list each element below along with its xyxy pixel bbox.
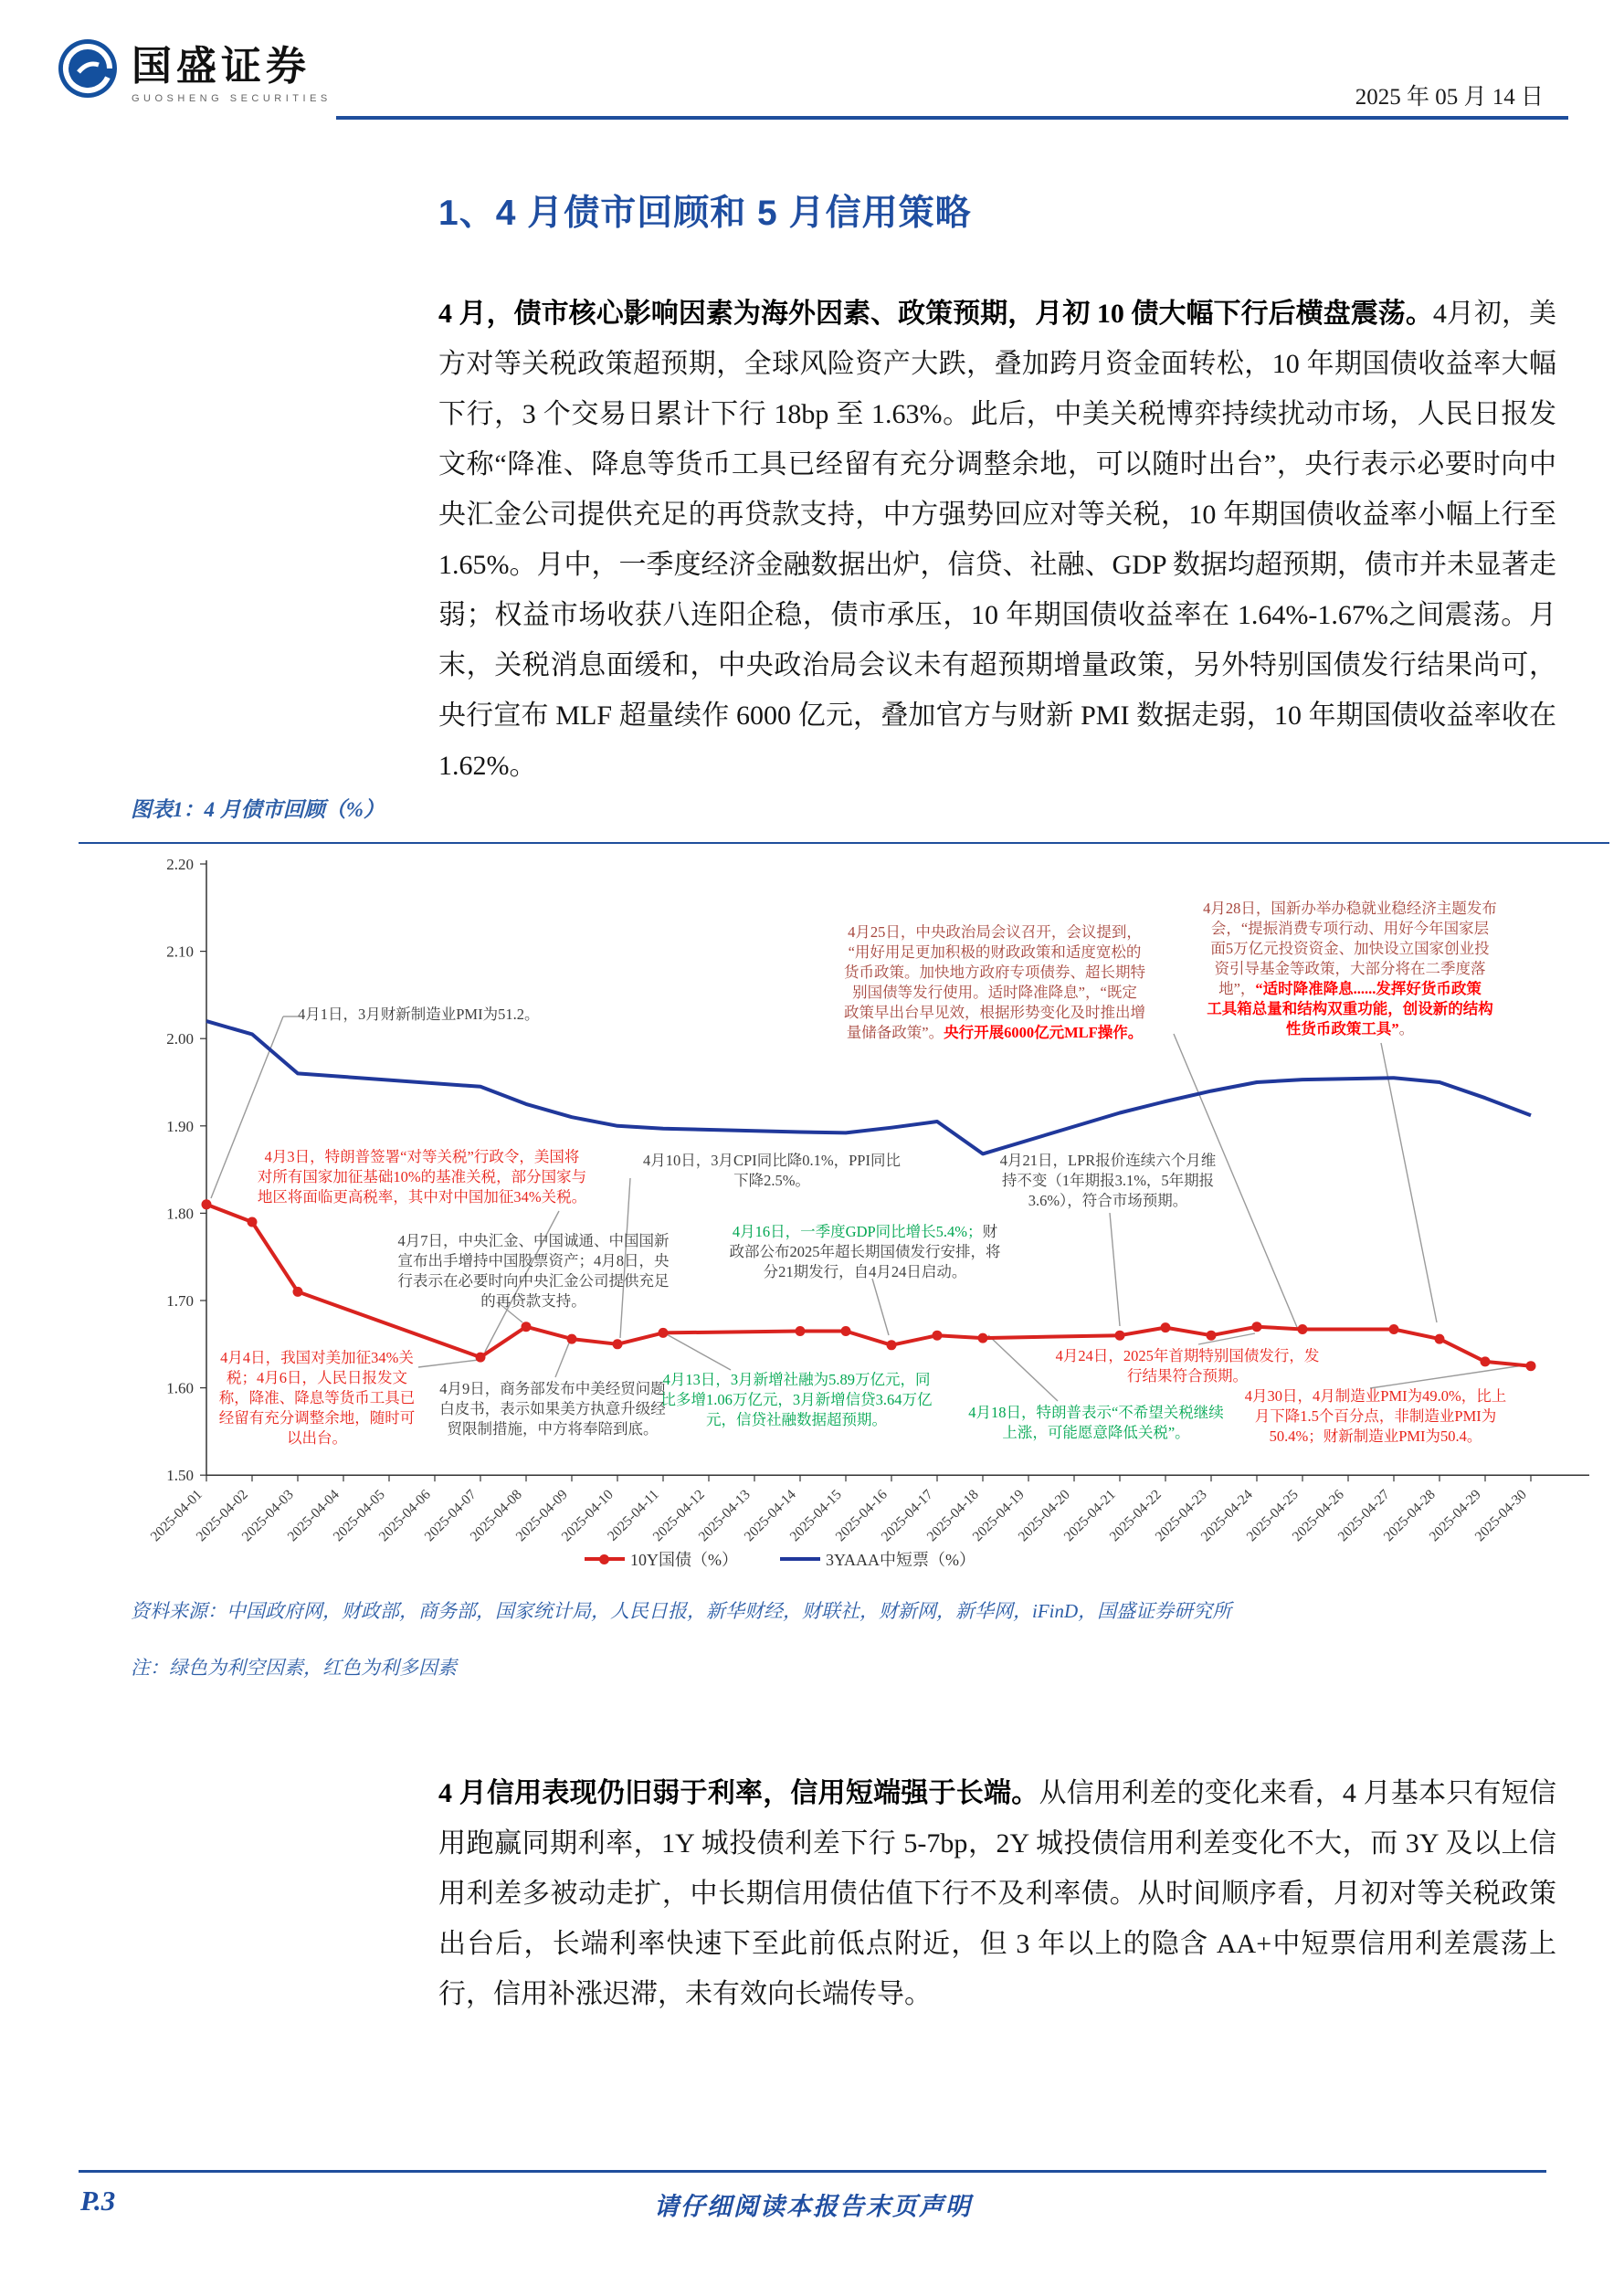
chart-annotation-a6: 4月21日，LPR报价连续六个月维 持不变（1年期报3.1%，5年期报 3.6%），符合市场预期。 (999, 1152, 1217, 1209)
footer-page-number: P.3 (80, 2185, 116, 2217)
svg-text:2025-04-22: 2025-04-22 (1106, 1487, 1165, 1545)
y-axis-labels (166, 856, 194, 1484)
svg-text:2025-04-16: 2025-04-16 (832, 1487, 891, 1545)
chart-annotation-a12: 4月18日，特朗普表示“不希望关税继续 上涨，可能愿意降低关税”。 (968, 1404, 1224, 1441)
brand-name-en: GUOSHENG SECURITIES (132, 93, 332, 104)
svg-text:1.90: 1.90 (166, 1117, 194, 1135)
paragraph-1-rest: 4月初，美方对等关税政策超预期，全球风险资产大跌，叠加跨月资金面转松，10 年期国债收益率大幅下行，3 个交易日累计下行 18bp 至 1.63%。此后，中美关税博弈持续扰动市场，人民日报发文称“降准、降息等货币工具已经留有充分调整余地，可以随时出台”，央行表示必要时向中央汇金公司提供充足的再贷款支持，中方强势回应对等关税，10 年期国债收益率小幅上行至 1.65%。月中，一季度经济金融数据出炉，信贷、社融、GDP 数据均超预期，债市并未显著走弱；权益市场收获八连阳企稳，债市承压，10 年期国债收益率在 1.64%-1.67%之间震荡。月末，关税消息面缓和，中央政治局会议未有超预期增量政策，另外特别国债发行结果尚可，央行宣布 MLF 超量续作 6000 亿元，叠加官方与财新 PMI 数据走弱，10 年期国债收益率收在 1.62%。 (438, 299, 1557, 781)
legend-label-10y: 10Y国债（%） (630, 1551, 738, 1569)
brand-name-cn: 国盛证券 (132, 44, 311, 89)
svg-text:1.80: 1.80 (166, 1205, 194, 1223)
legend-item-3yaaa (780, 1547, 975, 1571)
svg-text:2025-04-28: 2025-04-28 (1380, 1487, 1439, 1545)
chart-annotation-a4: 4月10日，3月CPI同比降0.1%，PPI同比 下降2.5%。 (643, 1152, 901, 1189)
chart-annotation-a9: 4月4日，我国对美加征34%关 税；4月6日，人民日报发文 称，降准、降息等货币工具已 经留有充分调整余地，随时可 以出台。 (218, 1349, 416, 1447)
legend-swatch-3yaaa-icon (780, 1557, 820, 1561)
footer-rule (79, 2170, 1546, 2173)
chart-annotation-a13: 4月24日，2025年首期特别国债发行，发 行结果符合预期。 (1055, 1347, 1320, 1385)
svg-text:2025-04-14: 2025-04-14 (741, 1487, 799, 1545)
chart-annotation-a3: 4月7日，中央汇金、中国诚通、中国国新 宣布出手增持中国股票资产；4月8日，央 行表示在必要时向中央汇金公司提供充足 的再贷款支持。 (397, 1232, 670, 1310)
paragraph-2-lead: 4 月信用表现仍旧弱于利率，信用短端强于长端。 (438, 1778, 1039, 1808)
svg-text:2025-04-13: 2025-04-13 (695, 1487, 754, 1545)
svg-text:2025-04-01: 2025-04-01 (147, 1487, 206, 1545)
svg-text:2025-04-18: 2025-04-18 (923, 1487, 982, 1545)
paragraph-1-lead: 4 月，债市核心影响因素为海外因素、政策预期，月初 10 债大幅下行后横盘震荡。 (438, 299, 1433, 329)
legend-label-3yaaa: 3YAAA中短票（%） (826, 1551, 975, 1569)
paragraph-2 (438, 1768, 1556, 2019)
figure-note: 注：绿色为利空因素，红色为利多因素 (131, 1657, 457, 1679)
svg-text:2025-04-07: 2025-04-07 (421, 1487, 480, 1545)
svg-text:2025-04-24: 2025-04-24 (1197, 1487, 1256, 1545)
svg-text:2025-04-21: 2025-04-21 (1060, 1487, 1119, 1545)
svg-text:2025-04-15: 2025-04-15 (786, 1487, 845, 1545)
svg-text:2025-04-26: 2025-04-26 (1289, 1487, 1347, 1545)
chart-annotation-a7: 4月25日，中央政治局会议召开，会议提到， “用好用足更加积极的财政政策和适度宽松的 货币政策。加快地方政府专项债券、超长期特 别国债等发行使用。适时降准降息”，“既定 政策早出台早见效，根据形势变化及时推出增 量储备政策”。央行开展6000亿元MLF操作。 (844, 923, 1145, 1041)
svg-text:2.10: 2.10 (166, 943, 194, 961)
svg-text:2025-04-23: 2025-04-23 (1152, 1487, 1210, 1545)
chart-annotation-a10: 4月9日，商务部发布中美经贸问题 白皮书，表示如果美方执意升级经 贸限制措施，中方将奉陪到底。 (439, 1380, 666, 1438)
svg-text:2025-04-06: 2025-04-06 (375, 1487, 434, 1545)
svg-text:2025-04-09: 2025-04-09 (512, 1487, 571, 1545)
svg-text:2025-04-17: 2025-04-17 (878, 1487, 936, 1545)
report-date: 2025 年 05 月 14 日 (1355, 85, 1544, 110)
svg-text:2025-04-27: 2025-04-27 (1334, 1487, 1393, 1545)
svg-text:2025-04-12: 2025-04-12 (649, 1487, 708, 1545)
svg-text:1.70: 1.70 (166, 1292, 194, 1310)
svg-text:2025-04-25: 2025-04-25 (1243, 1487, 1302, 1545)
series-3YAAA中短票（%） (206, 1021, 1531, 1153)
svg-text:2025-04-30: 2025-04-30 (1471, 1487, 1530, 1545)
svg-text:2.00: 2.00 (166, 1030, 194, 1048)
svg-text:2025-04-10: 2025-04-10 (558, 1487, 617, 1545)
chart-annotation-a14: 4月30日，4月制造业PMI为49.0%，比上 月下降1.5个百分点，非制造业PMI为 50.4%；财新制造业PMI为50.4。 (1244, 1387, 1507, 1445)
figure-title: 图表1：4 月债市回顾（%） (131, 798, 385, 821)
chart-axes (200, 860, 1589, 1481)
chart-annotation-a11: 4月13日，3月新增社融为5.89万亿元，同 比多增1.06万亿元，3月新增信贷3.64万亿 元，信贷社融数据超预期。 (660, 1371, 933, 1428)
footer-disclaimer: 请仔细阅读本报告末页声明 (654, 2193, 972, 2220)
figure-source: 资料来源：中国政府网，财政部，商务部，国家统计局，人民日报，新华财经，财联社，财新网，新华网，iFinD，国盛证券研究所 (131, 1600, 1232, 1622)
svg-text:2025-04-19: 2025-04-19 (969, 1487, 1028, 1545)
svg-text:2025-04-05: 2025-04-05 (330, 1487, 388, 1545)
chart-annotation-a1: 4月1日，3月财新制造业PMI为51.2。 (298, 1006, 540, 1023)
svg-text:2025-04-04: 2025-04-04 (284, 1487, 343, 1545)
svg-text:1.60: 1.60 (166, 1379, 194, 1397)
svg-text:2025-04-08: 2025-04-08 (467, 1487, 525, 1545)
chart-legend (585, 1547, 975, 1571)
chart-annotation-a8: 4月28日，国新办举办稳就业稳经济主题发布 会，“提振消费专项行动、用好今年国家层 面5万亿元投资资金、加快设立国家创业投 资引导基金等政策，大部分将在二季度落 地”，“适时降准降息......发挥好货币政策 工具箱总量和结构双重功能，创设新的结构 性货币政策工具”。 (1203, 900, 1497, 1037)
series-10Y国债（%） (202, 1199, 1536, 1371)
chart-annotation-a2: 4月3日，特朗普签署“对等关税”行政令，美国将 对所有国家加征基础10%的基准关税，部分国家与 地区将面临更高税率，其中对中国加征34%关税。 (257, 1148, 587, 1206)
svg-text:2.20: 2.20 (166, 856, 194, 873)
section-title: 1、4 月债市回顾和 5 月信用策略 (438, 194, 972, 233)
legend-swatch-10y-icon (585, 1557, 625, 1561)
annotation-leader-lines (211, 1016, 1524, 1401)
paragraph-2-rest: 从信用利差的变化来看，4 月基本只有短信用跑赢同期利率，1Y 城投债利差下行 5-7bp，2Y 城投债信用利差变化不大，而 3Y 及以上信用利差多被动走扩，中长期信用债估值下行不及利率债。从时间顺序看，月初对等关税政策出台后，长端利率快速下至此前低点附近，但 3 年以上的隐含 AA+中短票信用利差震荡上行，信用补涨迟滞，未有效向长端传导。 (438, 1778, 1557, 2009)
svg-text:2025-04-11: 2025-04-11 (605, 1487, 662, 1544)
legend-item-10y (585, 1547, 738, 1571)
svg-text:2025-04-29: 2025-04-29 (1426, 1487, 1484, 1545)
svg-text:1.50: 1.50 (166, 1467, 194, 1485)
chart-annotation-a5: 4月16日，一季度GDP同比增长5.4%；财 政部公布2025年超长期国债发行安排，将 分21期发行，自4月24日启动。 (729, 1223, 1001, 1280)
svg-text:2025-04-02: 2025-04-02 (193, 1487, 251, 1545)
svg-text:2025-04-20: 2025-04-20 (1015, 1487, 1073, 1545)
svg-text:2025-04-03: 2025-04-03 (238, 1487, 297, 1545)
x-axis-labels (148, 1487, 1530, 1544)
